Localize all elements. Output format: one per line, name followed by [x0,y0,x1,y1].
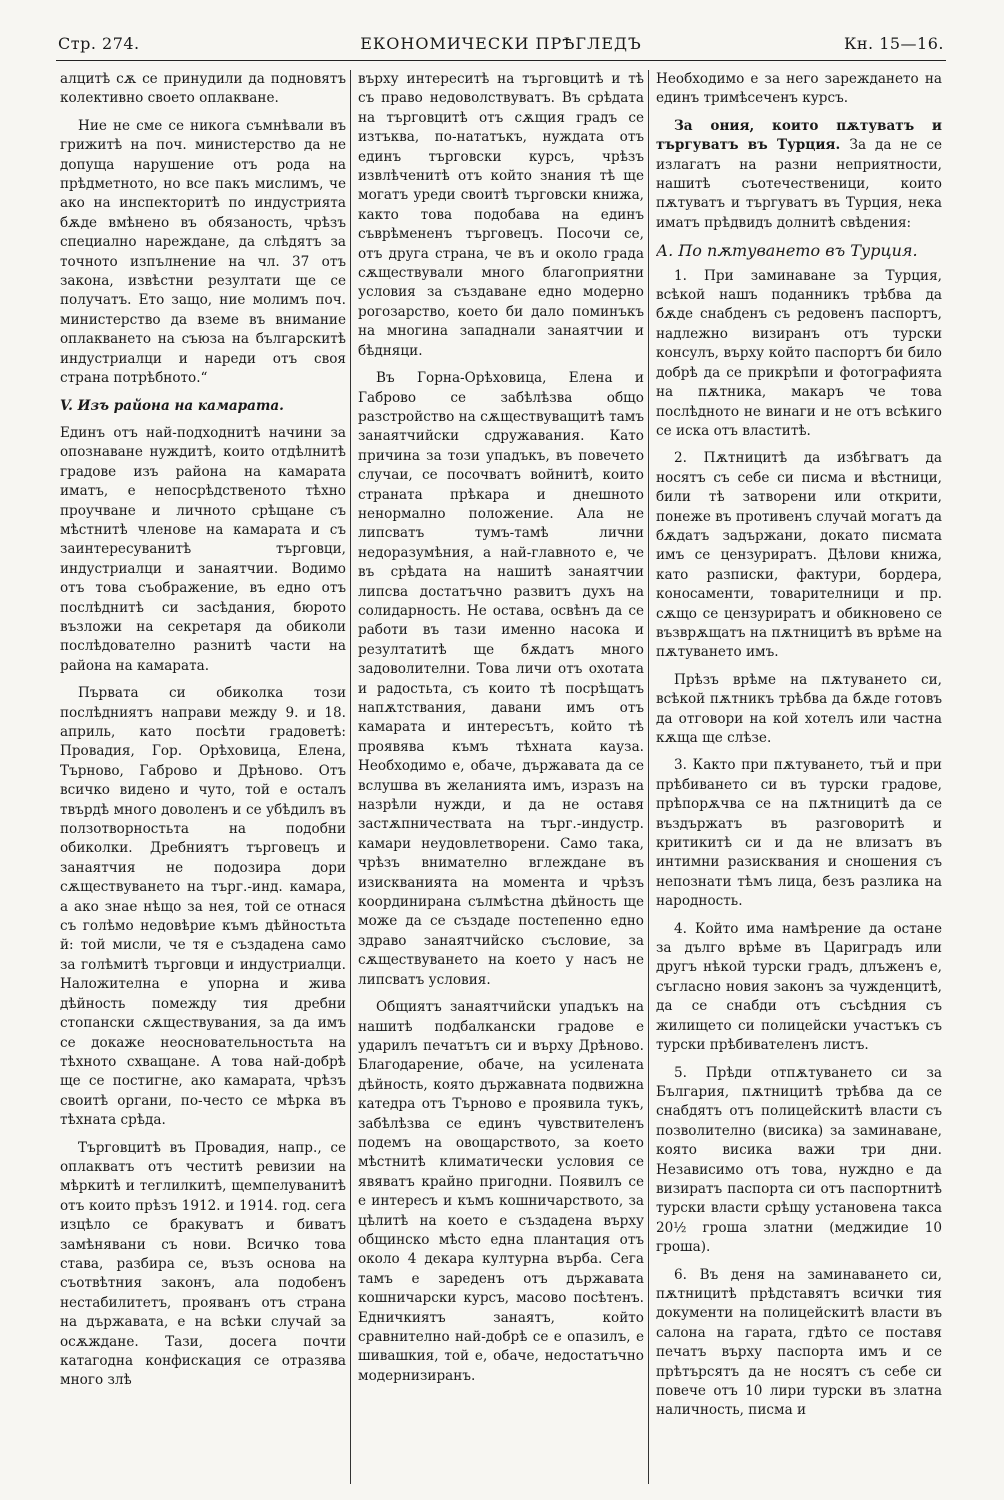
paragraph: Първата си обиколка този послѣдниятъ направи между 9. и 18. априль, като посѣти градоветѣ: Провадия, Гор. Орѣховица, Елена, Търново, Габрово и Дрѣново. Отъ всичко видено и чуто, той е осталъ твърдѣ много доволенъ и се убѣдилъ въ ползотворностьта на подобни обиколки. Дребниятъ търговецъ и занаятчия не подозира дори сѫществуването на търг.-инд. камара, а ако знае нѣщо за нея, той се отнася съ голѣмо недовѣрие къмъ дѣйностьта й: той мисли, че тя е създадена само за голѣмитѣ търговци и индустриалци. Наложителна е упорна и жива дѣйность помежду тия дребни стопански сѫществувания, за да имъ се докаже неосновательностьта на тѣхното схващане. А това най-добрѣ ще се постигне, ако камарата, чрѣзъ своитѣ органи, по-често се мѣрка въ тѣхната срѣда. [60,685,346,1129]
issue-number: Кн. 15—16. [843,34,944,53]
paragraph: алцитѣ сѫ се принудили да подновятъ колективно своето оплакване. [60,71,346,107]
paragraph: Общиятъ занаятчийски упадъкъ на нашитѣ подбалкански градове е ударилъ печатътъ си и върху Дрѣново. Благодарение, обаче, на усилената дѣйность, която държавната подвижна катедра отъ Търново е проявила тукъ, забѣлѣзва се единъ чувствителенъ подемъ на овощарството, за което мѣстнитѣ климатически условия се явяватъ крайно пригодни. Появилъ се е интересъ и къмъ кошничарството, за цѣлитѣ на което е създадена върху общинско мѣсто една плантация отъ около 4 декара културна върба. Сега тамъ е зареденъ отъ държавата кошничарски курсъ, масово посѣтенъ. Едничкиятъ занаятъ, който сравнително най-добрѣ се е опазилъ, е шивашкия, той е, обаче, недостатъчно модернизиранъ. [358,999,644,1384]
paragraph: 4. Който има намѣрение да остане за дълго врѣме въ Цариградъ или другъ нѣкой турски градъ, длъженъ е, съгласно новия законъ за чужденцитѣ, да се снабди отъ съсѣдния съ жилището си полицейски участъкъ съ турски прѣбивателенъ листъ. [656,920,942,1054]
column-divider [648,70,649,1484]
paragraph: Търговцитѣ въ Провадия, напр., се оплакватъ отъ честитѣ ревизии на мѣркитѣ и теглилкитѣ, щемпелуванитѣ отъ които прѣзъ 1912. и 1914. год. сега изцѣло се бракуватъ и биватъ замѣнявани съ нови. Всичко това става, разбира се, възъ основа на съотвѣтния законъ, ала подобенъ нестабилитетъ, прояванъ отъ страна на държавата, е на всѣки случай за осѫждане. Тази, досега почти катагодна конфискация се отразява много злѣ [60,1139,346,1389]
paragraph: Прѣзъ врѣме на пѫтуването си, всѣкой пѫтникъ трѣбва да бѫде готовъ да отговори на кой хотелъ или частна кѫща ще слѣзе. [656,671,942,746]
paragraph: Единъ отъ най-подходнитѣ начини за опознаване нуждитѣ, които отдѣлнитѣ градове изъ района на камарата иматъ, е непосрѣдственото тѣхно проучване и личното срѣщане съ мѣстнитѣ членове на камарата и съ заинтересуванитѣ търговци, индустриалци и занаятчии. Водимо отъ това съображение, въ едно отъ послѣднитѣ си засѣдания, бюрото възложи на секретаря да обиколи послѣдователно разнитѣ части на района на камарата. [60,424,346,674]
heading-text: За ония, които пѫтуватъ и търгуватъ въ Турция. [656,117,942,154]
paragraph: 5. Прѣди отпѫтуването си за България, пѫтницитѣ трѣбва да се снабдятъ отъ полицейскитѣ власти съ позволително (висика) за заминаване, която висика важи три дни. Независимо отъ това, нуждно е да визиратъ паспорта си отъ паспортнитѣ турски власти срѣщу установена такса 20½ гроша златни (меджидие 10 гроша). [656,1064,942,1256]
header-rule [56,60,946,61]
section-heading: V. Изъ района на камарата. [60,397,284,414]
paragraph: 3. Както при пѫтуването, тъй и при прѣбиването си въ турски градове, прѣпорѫчва се на пѫтницитѣ да се въздържатъ въ разговоритѣ и критикитѣ си и да не влизатъ въ интимни разисквания и сношения съ непознати тѣмъ лица, безъ разлика на народность. [656,757,942,910]
column-1 [60,70,346,1486]
paragraph: Необходимо е за него зареждането на единъ тримѣсеченъ курсъ. [656,71,942,107]
paragraph: Ние не сме се никога съмнѣвали въ грижитѣ на поч. министерство да не допуща нарушение отъ рода на прѣдметното, но все пакъ мислимъ, че ако на инспекторитѣ по индустрията бѫде вмѣнено въ обязаность, чрѣзъ специално нареждане, да слѣдятъ за точното изпълнение на чл. 37 отъ закона, извѣстни резултати ще се получатъ. Ето защо, ние молимъ поч. министерство да вземе въ внимание оплакването на съюза на българскитѣ индустриалци и нареди отъ своя страна потрѣбното.“ [60,117,346,387]
journal-title: ЕКОНОМИЧЕСКИ ПРѢГЛЕДЪ [360,34,642,53]
paragraph: 1. При заминаване за Турция, всѣкой нашъ поданникъ трѣбва да бѫде снабденъ съ редовенъ паспортъ, надлежно визиранъ отъ турски консулъ, върху който паспортъ би било добрѣ да се прикрѣпи и фотографията на пѫтника, макаръ че това послѣдното не винаги и не отъ всѣкиго се иска отъ властитѣ. [656,267,942,439]
paragraph: 6. Въ деня на заминаването си, пѫтницитѣ прѣдставятъ всички тия документи на полицейскитѣ власти въ салона на гарата, гдѣто се поставя печатъ върху паспорта имъ и се прѣтърсятъ да не носятъ съ себе си повече отъ 10 лири турски въ златна наличность, писма и [656,1266,942,1419]
heading-continuation: За да не се излагатъ на разни неприятности, нашитѣ съотечественици, които пѫтуватъ и търгуватъ въ Турция, нека иматъ прѣдвидъ долнитѣ свѣдения: [656,137,942,231]
column-divider [350,70,351,1484]
page-number: Стр. 274. [58,34,140,53]
column-3 [656,70,942,1486]
paragraph: 2. Пѫтницитѣ да избѣгватъ да носятъ съ себе си писма и вѣстници, били тѣ затворени или открити, понеже въ противенъ случай могатъ да бѫдатъ задържани, докато писмата имъ се цензуриратъ. Дѣлови книжа, като разписки, фактури, бордера, коносаменти, товарителници и пр. сѫщо се цензуриратъ и обикновено се възврѫщатъ на пѫтницитѣ въ врѣме на пѫтуването имъ. [656,450,942,661]
paragraph: върху интереситѣ на търговцитѣ и тѣ съ право недоволствуватъ. Въ срѣдата на търговцитѣ отъ сѫщия градъ се изтъква, по-нататъкъ, нуждата отъ единъ търговски курсъ, чрѣзъ извлѣченитѣ отъ който знания тѣ ще могатъ уреди своитѣ търговски книжа, както това подобава на единъ съврѣмененъ търговецъ. Посочи се, отъ друга страна, че въ и около града сѫществували много благоприятни условия за създаване едно модерно рогозарство, което би дало поминъкъ на многина западнали занаятчии и бѣдняци. [358,71,644,359]
paragraph: Въ Горна-Орѣховица, Елена и Габрово се забѣлѣзва общо разстройство на сѫществуващитѣ тамъ занаятчийски сдружавания. Като причина за този упадъкъ, въ повечето случаи, се посочватъ войнитѣ, които страната прѣкара и днешното ненормално положение. Ала не липсватъ тумъ-тамѣ лични недоразумѣния, а най-главното е, че въ срѣдата на нашитѣ занаятчии липсва достатъчно развитъ духъ на солидарность. Не остава, освѣнъ да се работи въ тази именно насока и резултатитѣ ще бѫдатъ много задоволителни. Това личи отъ охотата и радостьта, съ които тѣ посрѣщатъ напѫтствания, давани имъ отъ камарата и интересътъ, който тѣ проявява къмъ тѣхната кауза. Необходимо е, обаче, държавата да се вслушва въ желанията имъ, изразъ на назрѣли нужди, и да не оставя застѫпничествата на търг.-индустр. камари неудовлетворени. Само така, чрѣзъ внимателно вглеждане въ изискванията на момента и чрѣзъ координирана сълмѣстна дѣйность ще може да се създаде постепенно едно здраво занаятчийско съсловие, за сѫществуването на което у насъ не липсватъ условия. [358,370,644,988]
subheading: А. По пѫтуването въ Турция. [656,241,918,261]
section-heading [656,117,942,233]
column-2 [358,70,644,1486]
page-header [58,34,944,58]
